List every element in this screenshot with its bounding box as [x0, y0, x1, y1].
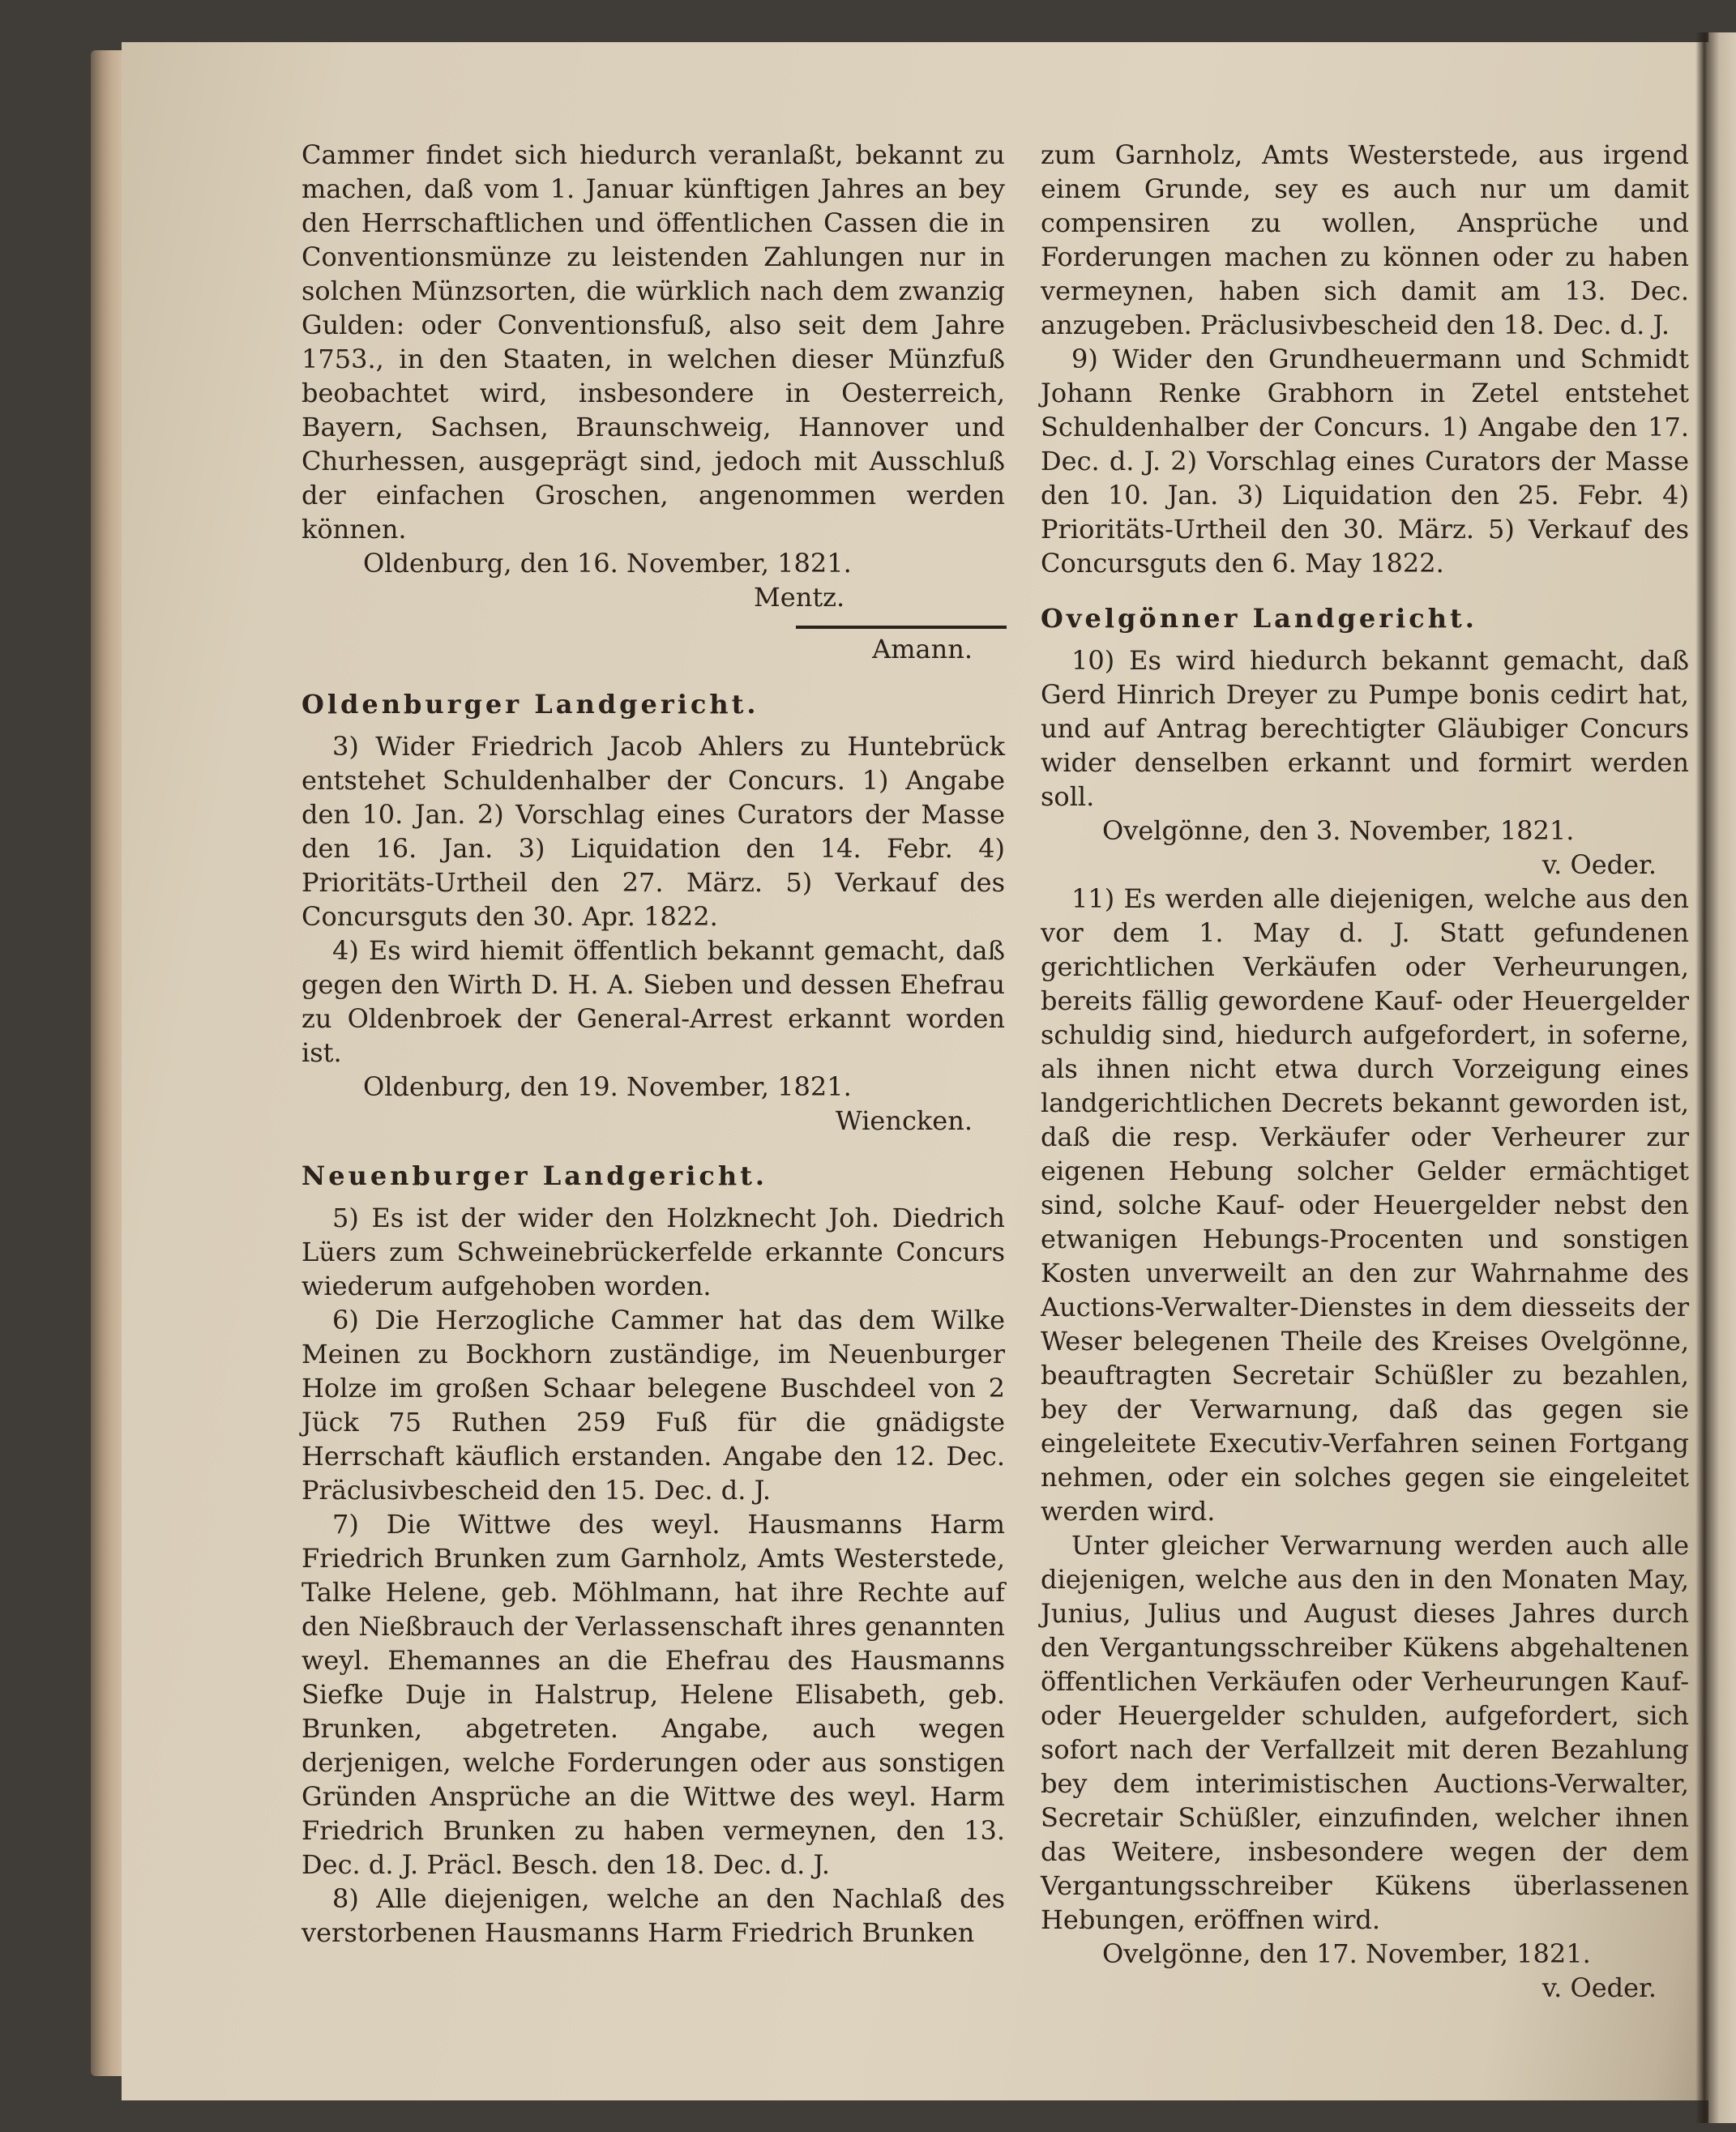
section-heading: Neuenburger Landgericht.: [301, 1160, 768, 1191]
notice-paragraph: 3) Wider Friedrich Jacob Ahlers zu Huntebrück entstehet Schuldenhalber der Concurs. 1) Angabe den 10. Jan. 2) Vorschlag eines Curators der Masse den 16. Jan. 3) Liquidation den 14. Febr. 4) Prioritäts-Urtheil den 27. März. 5) Verkauf des Concursguts den 30. Apr. 1822.: [301, 731, 1005, 932]
notice-paragraph: 8) Alle diejenigen, welche an den Nachlaß des verstorbenen Hausmanns Harm Friedrich Brunken: [301, 1883, 1005, 1948]
notice-paragraph: Cammer findet sich hiedurch veranlaßt, bekannt zu machen, daß vom 1. Januar künftigen Jahres an bey den Herrschaftlichen und öffentlichen Cassen die in Conventionsmünze zu leistenden Zahlungen nur in solchen Münzsorten, die würklich nach dem zwanzig Gulden: oder Conventionsfuß, also seit dem Jahre 1753., in den Staaten, in welchen dieser Münzfuß beobachtet wird, insbesondere in Oesterreich, Bayern, Sachsen, Braunschweig, Hannover und Churhessen, ausgeprägt sind, jedoch mit Ausschluß der einfachen Groschen, angenommen werden können.: [301, 139, 1005, 545]
dateline: Ovelgönne, den 3. November, 1821.: [1102, 815, 1575, 846]
notice-paragraph: 4) Es wird hiemit öffentlich bekannt gemacht, daß gegen den Wirth D. H. A. Sieben und dessen Ehefrau zu Oldenbroek der General-Arrest erkannt worden ist.: [301, 935, 1005, 1068]
signature: Wiencken.: [835, 1105, 973, 1136]
section-heading: Ovelgönner Landgericht.: [1041, 603, 1477, 634]
dateline: Oldenburg, den 19. November, 1821.: [363, 1071, 852, 1102]
dateline: Oldenburg, den 16. November, 1821.: [363, 548, 852, 579]
notice-paragraph: Unter gleicher Verwarnung werden auch alle diejenigen, welche aus den in den Monaten May, Junius, Julius und August dieses Jahres durch den Vergantungsschreiber Kükens abgehaltenen öffentlichen Verkäufen oder Verheurungen Kauf- oder Heuergelder schulden, aufgefordert, sich sofort nach der Verfallzeit mit deren Bezahlung bey dem interimistischen Auctions-Verwalter, Secretair Schüßler, einzufinden, welcher ihnen das Weitere, insbesondere wegen der dem Vergantungsschreiber Kükens überlassenen Hebungen, eröffnen wird.: [1041, 1530, 1689, 1935]
separator-rule: [796, 626, 1007, 629]
notice-paragraph: 9) Wider den Grundheuermann und Schmidt Johann Renke Grabhorn in Zetel entstehet Schuldenhalber der Concurs. 1) Angabe den 17. Dec. d. J. 2) Vorschlag eines Curators der Masse den 10. Jan. 3) Liquidation den 25. Febr. 4) Prioritäts-Urtheil den 30. März. 5) Verkauf des Concursguts den 6. May 1822.: [1041, 344, 1689, 579]
right-column: [1041, 138, 1689, 2005]
signature: Mentz.: [754, 582, 845, 613]
signature: v. Oeder.: [1541, 1972, 1657, 2003]
notice-paragraph: 10) Es wird hiedurch bekannt gemacht, daß Gerd Hinrich Dreyer zu Pumpe bonis cedirt hat, und auf Antrag berechtigter Gläubiger Concurs wider denselben erkannt und formirt werden soll.: [1041, 645, 1689, 812]
notice-paragraph: 7) Die Wittwe des weyl. Hausmanns Harm Friedrich Brunken zum Garnholz, Amts Westerstede, Talke Helene, geb. Möhlmann, hat ihre Rechte auf den Nießbrauch der Verlassenschaft ihres genannten weyl. Ehemannes an die Ehefrau des Hausmanns Siefke Duje in Halstrup, Helene Elisabeth, geb. Brunken, abgetreten. Angabe, auch wegen derjenigen, welche Forderungen oder aus sonstigen Gründen Ansprüche an die Wittwe des weyl. Harm Friedrich Brunken zu haben vermeynen, den 13. Dec. d. J. Präcl. Besch. den 18. Dec. d. J.: [301, 1509, 1005, 1880]
dateline: Ovelgönne, den 17. November, 1821.: [1102, 1938, 1591, 1969]
notice-paragraph: zum Garnholz, Amts Westerstede, aus irgend einem Grunde, sey es auch nur um damit compensiren zu wollen, Ansprüche und Forderungen machen zu können oder zu haben vermeynen, haben sich damit am 13. Dec. anzugeben. Präclusivbescheid den 18. Dec. d. J.: [1041, 139, 1689, 340]
section-heading: Oldenburger Landgericht.: [301, 689, 759, 720]
signature: Amann.: [872, 634, 973, 664]
notice-paragraph: 6) Die Herzogliche Cammer hat das dem Wilke Meinen zu Bockhorn zuständige, im Neuenburger Holze im großen Schaar belegene Buschdeel von 2 Jück 75 Ruthen 259 Fuß für die gnädigste Herrschaft käuflich erstanden. Angabe den 12. Dec. Präclusivbescheid den 15. Dec. d. J.: [301, 1305, 1005, 1506]
notice-paragraph: 5) Es ist der wider den Holzknecht Joh. Diedrich Lüers zum Schweinebrückerfelde erkannte Concurs wiederum aufgehoben worden.: [301, 1203, 1005, 1301]
signature: v. Oeder.: [1541, 849, 1657, 880]
notice-paragraph: 11) Es werden alle diejenigen, welche aus den vor dem 1. May d. J. Statt gefundenen gerichtlichen Verkäufen oder Verheurungen, bereits fällig gewordene Kauf- oder Heuergelder schuldig sind, hiedurch aufgefordert, in soferne, als ihnen nicht etwa durch Vorzeigung eines landgerichtlichen Decrets bekannt geworden ist, daß die resp. Verkäufer oder Verheurer zur eigenen Hebung solcher Gelder ermächtiget sind, solche Kauf- oder Heuergelder nebst den etwanigen Hebungs-Procenten und sonstigen Kosten unverweilt an den zur Wahrnahme des Auctions-Verwalter-Dienstes in dem diesseits der Weser belegenen Theile des Kreises Ovelgönne, beauftragten Secretair Schüßler zu bezahlen, bey der Verwarnung, daß das gegen sie eingeleitete Executiv-Verfahren seinen Fortgang nehmen, oder ein solches gegen sie eingeleitet werden wird.: [1041, 883, 1689, 1527]
facing-page-edge: [1708, 32, 1736, 2123]
left-column: [301, 138, 1005, 1950]
page-edge-left: [91, 50, 123, 2076]
